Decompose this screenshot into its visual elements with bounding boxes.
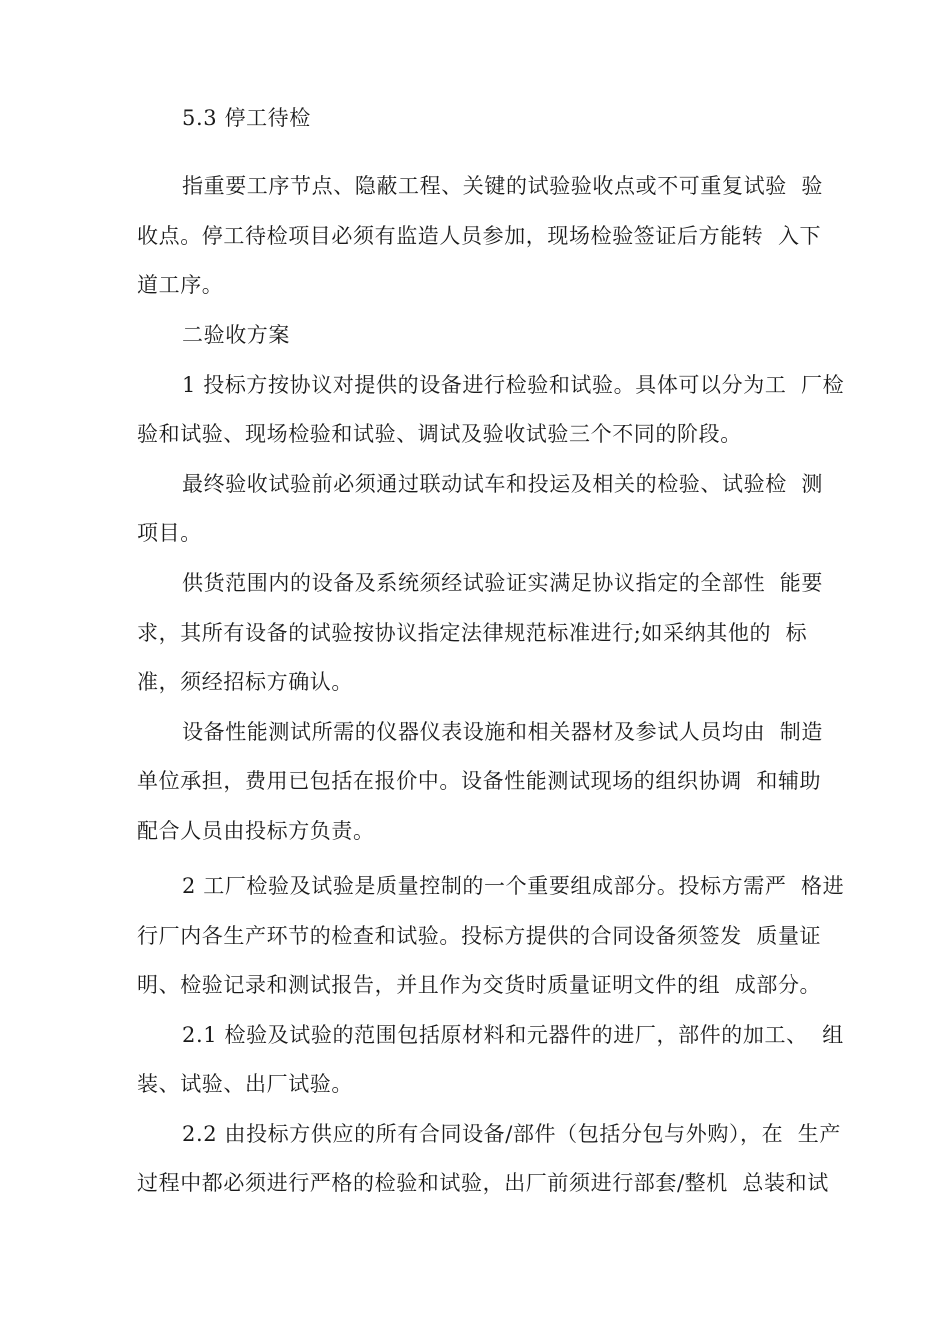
paragraph-line: 指重要工序节点、隐蔽工程、关键的试验验收点或不可重复试验 验 — [182, 174, 823, 198]
paragraph-line: 求，其所有设备的试验按协议指定法律规范标准进行;如采纳其他的 标 — [137, 621, 808, 645]
paragraph-line: 收点。停工待检项目必须有监造人员参加，现场检验签证后方能转 入下 — [137, 224, 822, 248]
paragraph-line: 项目。 — [137, 521, 202, 545]
paragraph-line: 1 投标方按协议对提供的设备进行检验和试验。具体可以分为工 厂检 — [182, 373, 845, 397]
section-heading-acceptance-plan: 二验收方案 — [182, 323, 290, 347]
paragraph-line: 准，须经招标方确认。 — [137, 670, 353, 694]
paragraph-line: 2.2 由投标方供应的所有合同设备/部件（包括分包与外购），在 生产 — [182, 1122, 841, 1146]
paragraph-line: 验和试验、现场检验和试验、调试及验收试验三个不同的阶段。 — [137, 422, 742, 446]
paragraph-line: 2 工厂检验及试验是质量控制的一个重要组成部分。投标方需严 格进 — [182, 874, 845, 898]
paragraph-line: 供货范围内的设备及系统须经试验证实满足协议指定的全部性 能要 — [182, 571, 823, 595]
paragraph-line: 设备性能测试所需的仪器仪表设施和相关器材及参试人员均由 制造 — [182, 720, 823, 744]
paragraph-line: 过程中都必须进行严格的检验和试验，出厂前须进行部套/整机 总装和试 — [137, 1171, 829, 1195]
paragraph-line: 单位承担，费用已包括在报价中。设备性能测试现场的组织协调 和辅助 — [137, 769, 822, 793]
paragraph-line: 配合人员由投标方负责。 — [137, 819, 375, 843]
paragraph-line: 2.1 检验及试验的范围包括原材料和元器件的进厂，部件的加工、 组 — [182, 1023, 844, 1047]
paragraph-line: 装、试验、出厂试验。 — [137, 1072, 353, 1096]
paragraph-line: 道工序。 — [137, 273, 224, 297]
paragraph-line: 最终验收试验前必须通过联动试车和投运及相关的检验、试验检 测 — [182, 472, 823, 496]
paragraph-line: 明、检验记录和测试报告，并且作为交货时质量证明文件的组 成部分。 — [137, 973, 822, 997]
section-heading-5-3: 5.3 停工待检 — [182, 106, 311, 130]
paragraph-line: 行厂内各生产环节的检查和试验。投标方提供的合同设备须签发 质量证 — [137, 924, 822, 948]
